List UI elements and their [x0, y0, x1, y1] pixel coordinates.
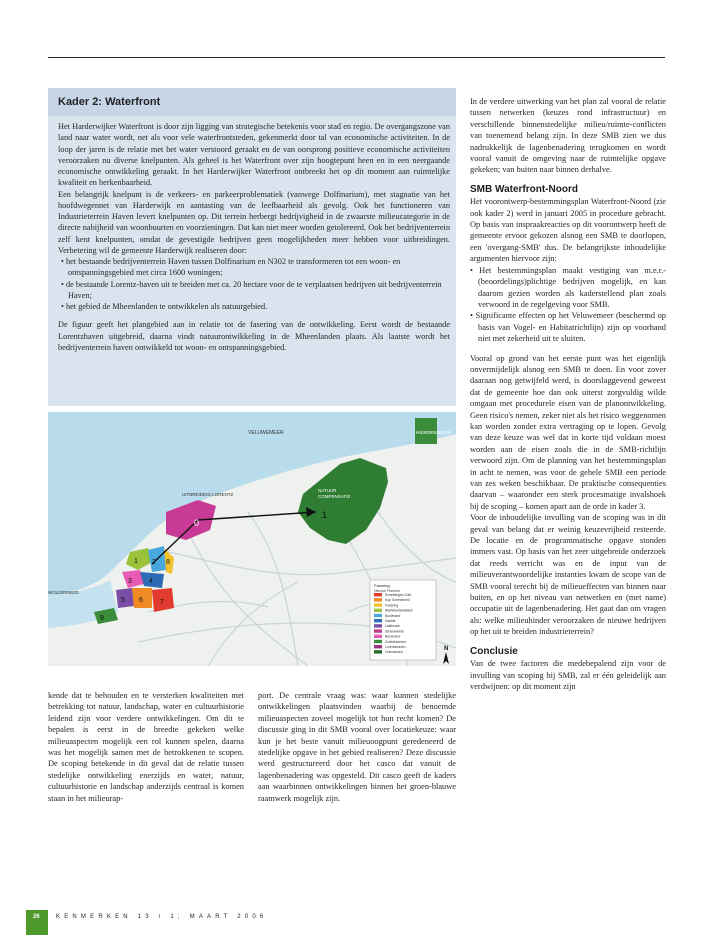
- legend-label: Goeblekerken: [385, 639, 407, 644]
- zone-number: 8: [166, 559, 170, 566]
- legend-label: Lakitmark: [385, 624, 400, 629]
- kader-bullet: • het bestaande bedrijventerrein Haven tussen Dolfinarium en N302 te transformeren tot een woon- en ontspanningsgebied met circa 1600 woningen;: [61, 257, 401, 278]
- label-uitbreiding-lorentz: UITBREIDING LORENTZ: [182, 492, 234, 497]
- kader-bullet: • de bestaande Lorentz-haven uit te breiden met ca. 20 hectare voor de te verplaatsen bedrijven uit bedrijventerrein Haven;: [61, 279, 442, 300]
- zone-number: 4: [149, 578, 153, 585]
- legend-swatch: [374, 640, 382, 643]
- legend-label: Walhbuurtkwaliteit: [385, 608, 413, 613]
- legend-label: Strandweide: [385, 629, 404, 634]
- legend-swatch: [374, 609, 382, 612]
- label-wolderwijd: WOLDERWIJD: [48, 590, 79, 595]
- legend-label: Boulevard: [385, 613, 401, 618]
- zone-number: 9: [100, 615, 104, 622]
- legend-swatch: [374, 593, 382, 596]
- legend-swatch: [374, 614, 382, 617]
- legend-label: Kaaide: [385, 619, 396, 623]
- legend-label: Kop Scheveneid: [385, 598, 410, 603]
- zone-number: 3: [128, 578, 132, 585]
- zone-5: [116, 588, 134, 608]
- kader-title: Kader 2: Waterfront: [58, 96, 161, 108]
- label-natuur: NATUUR: [318, 488, 337, 493]
- plan-map-svg: [48, 412, 456, 666]
- body-paragraph: port. De centrale vraag was: waar kunnen stedelijke ontwikkelingen plaatsvinden waarbij de benoemde milieuaspecten zoveel mogelijk tot hun recht komen? De discussie ging in dit SMB vooral over locatiekeuze: waar kun je het beste vanuit milieuoogpunt geredeneerd de stedelijke opgave in het gebied realiseren? Deze discussie werd gestructureerd door het casco dat vanuit de lagenbenadering was opgesteld. Dit casco geeft de kaders aan waarbinnen ontwikkelingen binnen het groen-blauwe raamwerk mogelijk zijn.: [258, 691, 456, 803]
- legend-swatch: [374, 598, 382, 601]
- legend-label: Scheidingen Zuid: [385, 593, 412, 597]
- label-veluwemeer: VELUWEMEER: [248, 430, 284, 436]
- legend-swatch: [374, 650, 382, 653]
- legend-label: Ontmanden: [385, 650, 403, 655]
- kader-bullet: • het gebied de Mheenlanden te ontwikkelen als natuurgebied.: [61, 302, 268, 311]
- zone-number: 2: [152, 559, 156, 566]
- legend-swatch: [374, 645, 382, 648]
- page-number: 26: [33, 914, 40, 920]
- legend-swatch: [374, 635, 382, 638]
- body-paragraph: Vooral op grond van het eerste punt was het eigenlijk onvermijdelijk alsnog een SMB te doen. En voor zover daaraan nog getwijfeld werd, is doorslaggevend geweest dat de gemeente hoe dan ook uiterst zorgvuldig wilde omgaan met procedurele eisen van de planontwikkeling. Geen risico's nemen, zeker niet als het risico weggenomen kan worden zonder extra vertraging op te lopen. Gevolg van deze keuze was wel dat in korte tijd voldaan moest worden aan de eisen zoals die in de SMB-richtlijn verwoord zijn. Om de planning van het bestemmingsplan in acht te nemen, was voor de gehele SMB een periode van zes weken beschikbaar. De praktische consequenties daarvan – waaronder een sterk procesmatige invalshoek bij de scoping – komen apart aan de orde in kader 3.: [470, 353, 666, 511]
- legend-swatch: [374, 629, 382, 632]
- kader-paragraph: De figuur geeft het plangebied aan in relatie tot de fasering van de ontwikkeling. Eerst wordt de bestaande Lorentzhaven uitgebreid, daarna vindt natuurontwikkeling in de Mheenlanden plaats. Als laatste wordt het bedrijventerrein haven ontwikkeld tot woon- en ontspanningsgebied.: [58, 320, 450, 352]
- text-column-1: [48, 690, 244, 804]
- body-paragraph: Het voorontwerp-bestemmingsplan Waterfront-Noord (zie ook kader 2) werd in januari 2005 in procedure gebracht. Op basis van inspraakreacties op dit voorontwerp heeft de gemeente ervoor gekozen alsnog een SMB te doorlopen, een 'overgang-SMB' dus. De belangrijkste inhoudelijke argumenten hiervoor zijn:: [470, 197, 666, 264]
- top-rule: [48, 57, 665, 58]
- label-compensatie: COMPENSATIE: [318, 494, 351, 499]
- plan-map: [48, 412, 456, 666]
- phase-label-0: 0: [194, 518, 200, 528]
- section-heading-smb: SMB Waterfront-Noord: [470, 183, 578, 195]
- map-legend: [370, 580, 436, 660]
- legend-swatch: [374, 624, 382, 627]
- bullet-item: • Significante effecten op het Veluwemeer (beschermd op basis van Vogel- en Habitatrichtlijn) zijn op voorhand niet met zekerheid uit te sluiten.: [470, 311, 666, 344]
- phase-label-1: 1: [322, 510, 328, 520]
- kader-paragraph: Het Harderwijker Waterfront is door zijn ligging van strategische betekenis voor stad en regio. De overgangszone van land naar water wordt, net als voor vele waterfrontsteden, gekenmerkt door tal van economische activiteiten. In de loop der jaren is de relatie met het water verstoord geraakt en de van oorsprong positieve economische activiteiten veroorzaken nu diverse knelpunten. Als geheel is het Waterfront over zijn hoogtepunt heen en in een neergaande economische ontwikkeling geraakt. In het Harderwijker Waterfront ontbreekt het op dit moment aan ruimtelijke kwaliteit en herkenbaarheid.: [58, 122, 450, 188]
- legend-title: Fasering:: [374, 583, 391, 588]
- legend-swatch: [374, 619, 382, 622]
- legend-label: Boulevard: [385, 634, 401, 639]
- zone-number: 5: [121, 597, 125, 604]
- section-heading-conclusie: Conclusie: [470, 645, 518, 657]
- label-hierdensebeek: HIERDENSEBEE: [416, 430, 452, 435]
- kader-paragraph: Een belangrijk knelpunt is de verkeers- en parkeerproblematiek (vanwege Dolfinarium), met stagnatie van het hoofdwegennet van Harderwijk en aantasting van de leefbaarheid als gevolg. Ook het functioneren van Industrieterrein Haven levert knelpunten op. Dit terrein herbergt bedrijvigheid in de zwaarste milieucategorie in de directe nabijheid van woonbuurten en voorzieningen. Dat kan niet meer worden getolereerd. Ook het bedrijventerrein zelf kent knelpunten, omdat de gevestigde bedrijven geen mogelijkheden meer hebben voor uitbreidingen. Verbetering wil de gemeente Harderwijk realiseren door:: [58, 189, 450, 255]
- body-paragraph: kende dat te behouden en te versterken kwaliteiten met betrekking tot natuur, landschap, water en cultuurhistorie leidend zijn voor verdere ontwikkelingen. Om dit te bepalen is eerst in de breedte gekeken welke milieuaspecten mogelijk een rol kunnen spelen, daarna was het mogelijk samen met de betrokkenen te scopen. De scoping betekende in dit geval dat de relatie tussen stedelijke ontwikkeling enerzijds en water, natuur, cultuurhistorie en landschap anderzijds centraal is komen staan in het milieurap-: [48, 691, 244, 803]
- zone-number: 6: [139, 597, 143, 604]
- bullet-item: • Het bestemmingsplan maakt vestiging van m.e.r.-(beoordelings)plichtige bedrijven mogelijk, en kan daarom gezien worden als kaderstellend plan zoals verwoord in de regelgeving voor SMB.: [470, 265, 666, 309]
- kader-header: [48, 88, 456, 116]
- zone-number: 1: [134, 558, 138, 565]
- text-column-2: [258, 690, 456, 804]
- legend-swatch: [374, 603, 382, 606]
- text-column-3: [470, 96, 666, 692]
- body-paragraph: In de verdere uitwerking van het plan zal vooral de relatie tussen netwerken (keuzes rond infrastructuur) en verschillende binnenstedelijke milieu/ruimte-conflicten van toenemend belang zijn. In deze SMB zien we dus nadrukkelijk de lagenbenadering terugkomen en wordt vooral vanuit de omgeving naar de ruimtelijke opgave gekeken; van buiten naar binnen derhalve.: [470, 97, 666, 175]
- footer-publication: KENMERKEN 13 / 1; MAART 2006: [56, 914, 268, 920]
- legend-label: Fasering: [385, 603, 399, 608]
- kader-box: [48, 88, 456, 406]
- legend-subtitle: Nieuwe Plannen: [374, 589, 401, 593]
- body-paragraph: Voor de inhoudelijke invulling van de scoping was in dit geval van belang dat er weinig keuzevrijheid resteerde. De locatie en de programmatische opgave stonden immers vast. Op basis van het zeer uitgebreide onderzoek dat reeds verricht was en de input van de milieuverantwoordelijke instanties kwam de scope van de SMB vooral terecht bij de milieueffecten van binnen naar buiten, en op het niveau van netwerken en (met name) occupatie uit de lagenbenadering. Het gaat dan om vragen als: welke milieuhinder veroorzaken de nieuwe bedrijven op het uit te breiden industrieterrein?: [470, 513, 666, 637]
- zone-number: 7: [160, 599, 164, 606]
- kader-body: [58, 121, 450, 353]
- north-label: N: [444, 646, 449, 652]
- body-paragraph: Van de twee factoren die medebepalend zijn voor de invulling van scoping bij SMB, zal er één geleidelijk aan verdwijnen: op dit moment zijn: [470, 659, 666, 691]
- legend-label: Lorentzhaven: [385, 645, 406, 649]
